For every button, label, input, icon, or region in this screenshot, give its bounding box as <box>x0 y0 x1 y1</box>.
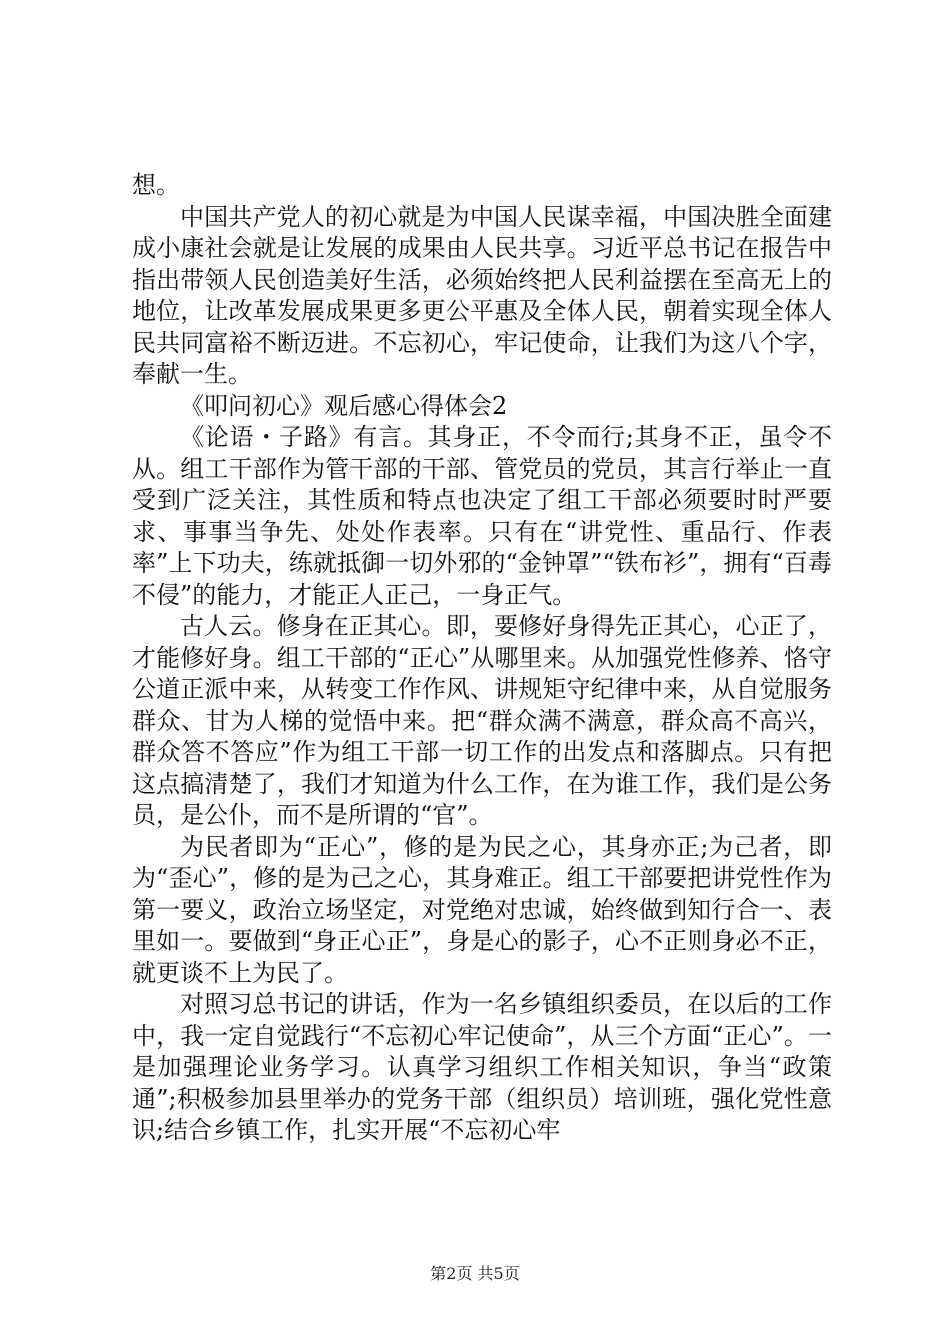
section-title: 《叩问初心》观后感心得体会2 <box>180 391 508 420</box>
page-footer <box>0 1261 950 1284</box>
document-body <box>132 170 832 1147</box>
paragraph: 古人云。修身在正其心。即，要修好身得先正其心，心正了，才能修好身。组工干部的“正心”从哪里来。从加强党性修养、恪守公道正派中来，从转变工作作风、讲规矩守纪律中来，从自觉服务群众、甘为人梯的觉悟中来。把“群众满不满意，群众高不高兴，群众答不答应”作为组工干部一切工作的出发点和落脚点。只有把这点搞清楚了，我们才知道为什么工作，在为谁工作，我们是公务员，是公仆，而不是所谓的“官”。 <box>132 612 832 829</box>
paragraph: 中国共产党人的初心就是为中国人民谋幸福，中国决胜全面建成小康社会就是让发展的成果由人民共享。习近平总书记在报告中指出带领人民创造美好生活，必须始终把人民利益摆在至高无上的地位，让改革发展成果更多更公平惠及全体人民，朝着实现全体人民共同富裕不断迈进。不忘初心，牢记使命，让我们为这八个字，奉献一生。 <box>132 202 832 388</box>
paragraph: 《论语・子路》有言。其身正，不令而行;其身不正，虽令不从。组工干部作为管干部的干部、管党员的党员，其言行举止一直受到广泛关注，其性质和特点也决定了组工干部必须要时时严要求、事事当争先、处处作表率。只有在“讲党性、重品行、作表率”上下功夫，练就抵御一切外邪的“金钟罩”“铁布衫”，拥有“百毒不侵”的能力，才能正人正己，一身正气。 <box>132 423 832 609</box>
paragraph-continuation: 想。 <box>132 171 180 199</box>
paragraph: 为民者即为“正心”，修的是为民之心，其身亦正;为己者，即为“歪心”，修的是为己之心，其身难正。组工干部要把讲党性作为第一要义，政治立场坚定，对党绝对忠诚，始终做到知行合一、表里如一。要做到“身正心正”，身是心的影子，心不正则身必不正，就更谈不上为民了。 <box>132 832 832 987</box>
paragraph: 对照习总书记的讲话，作为一名乡镇组织委员，在以后的工作中，我一定自觉践行“不忘初心牢记使命”，从三个方面“正心”。一是加强理论业务学习。认真学习组织工作相关知识，争当“政策通”;积极参加县里举办的党务干部（组织员）培训班，强化党性意识;结合乡镇工作，扎实开展“不忘初心牢 <box>132 990 832 1144</box>
page-number: 第2页 共5页 <box>430 1264 520 1283</box>
